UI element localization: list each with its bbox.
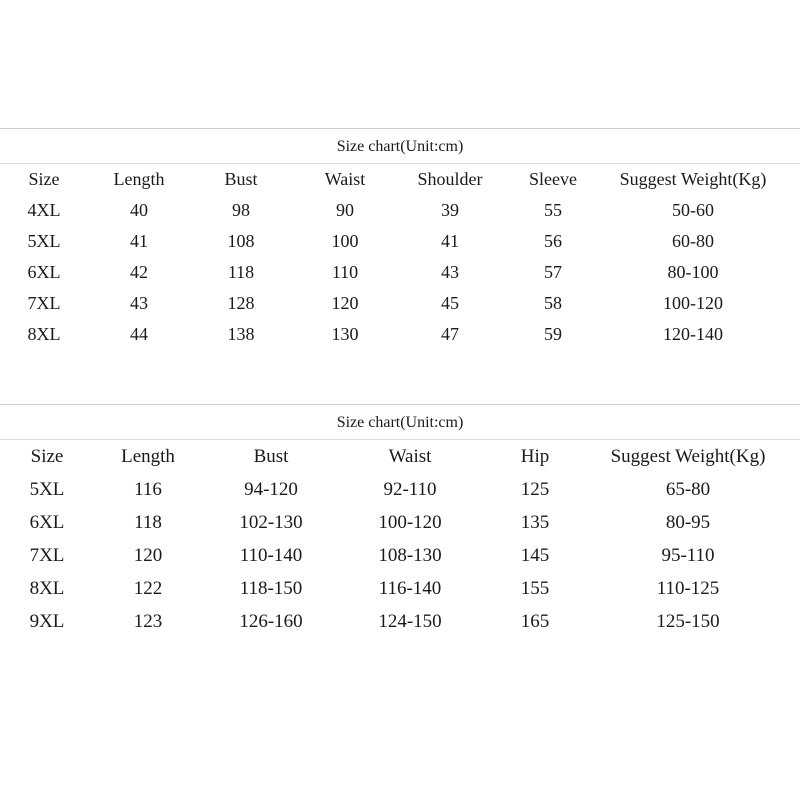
table-cell: 100-120: [378, 512, 442, 533]
table-cell: 122: [133, 578, 163, 599]
table-cell: 126-160: [239, 611, 303, 632]
table-cell: 116-140: [378, 578, 442, 599]
table-cell: 41: [130, 231, 148, 251]
table-cell: 120: [133, 545, 163, 566]
table-cell: 8XL: [29, 578, 65, 599]
table-cell: 123: [133, 611, 163, 632]
table-cell: 94-120: [244, 479, 298, 500]
table-cell: 108-130: [378, 545, 442, 566]
table-cell: 5XL: [27, 231, 61, 251]
table-cell: 125-150: [656, 611, 720, 632]
header-cell: Waist: [324, 169, 366, 189]
table-cell: 6XL: [29, 512, 65, 533]
table-cell: 128: [227, 293, 255, 313]
table-row: [0, 605, 800, 638]
table-row: [0, 226, 800, 257]
table-cell: 80-100: [667, 262, 719, 282]
table-cell: 116: [134, 479, 162, 500]
table-row: [0, 288, 800, 319]
table-cell: 50-60: [672, 200, 714, 220]
header-cell: Length: [121, 446, 175, 467]
table-cell: 41: [441, 231, 459, 251]
size-chart-table-1: [0, 128, 800, 350]
table-cell: 102-130: [239, 512, 303, 533]
table-cell: 45: [441, 293, 459, 313]
header-cell: Sleeve: [529, 169, 577, 189]
table-cell: 110-125: [656, 578, 720, 599]
table-cell: 135: [520, 512, 550, 533]
header-cell: Suggest Weight(Kg): [619, 169, 767, 189]
table-title: Size chart(Unit:cm): [0, 404, 800, 440]
header-cell: Bust: [253, 446, 289, 467]
table-cell: 8XL: [27, 324, 61, 344]
table-row: [0, 572, 800, 605]
table-cell: 7XL: [27, 293, 61, 313]
table-cell: 65-80: [665, 479, 711, 500]
table-cell: 9XL: [29, 611, 65, 632]
table-cell: 124-150: [378, 611, 442, 632]
table-cell: 118: [134, 512, 162, 533]
header-cell: Bust: [224, 169, 258, 189]
table-row: [0, 473, 800, 506]
header-cell: Shoulder: [417, 169, 483, 189]
table-cell: 43: [441, 262, 459, 282]
table-cell: 98: [232, 200, 250, 220]
table-cell: 55: [544, 200, 562, 220]
table-row: [0, 539, 800, 572]
table-cell: 58: [544, 293, 562, 313]
table-cell: 130: [331, 324, 359, 344]
table-cell: 120: [331, 293, 359, 313]
table-cell: 100: [331, 231, 359, 251]
header-cell: Size: [30, 446, 64, 467]
table-row: [0, 195, 800, 226]
table-cell: 120-140: [663, 324, 723, 344]
table-cell: 80-95: [665, 512, 711, 533]
table-cell: 56: [544, 231, 562, 251]
table-header-row: [0, 440, 800, 473]
size-chart-table-2: [0, 404, 800, 638]
table-cell: 92-110: [383, 479, 437, 500]
table-cell: 43: [130, 293, 148, 313]
table-cell: 42: [130, 262, 148, 282]
table-row: [0, 506, 800, 539]
table-cell: 44: [130, 324, 148, 344]
table-cell: 165: [520, 611, 550, 632]
table-cell: 6XL: [27, 262, 61, 282]
table-cell: 59: [544, 324, 562, 344]
table-cell: 95-110: [661, 545, 715, 566]
table-cell: 108: [227, 231, 255, 251]
table-row: [0, 257, 800, 288]
header-cell: Size: [28, 169, 60, 189]
table-cell: 7XL: [29, 545, 65, 566]
table-cell: 5XL: [29, 479, 65, 500]
table-cell: 125: [520, 479, 550, 500]
table-cell: 155: [520, 578, 550, 599]
table-cell: 47: [441, 324, 459, 344]
table-cell: 145: [520, 545, 550, 566]
table-cell: 100-120: [663, 293, 723, 313]
table-cell: 138: [227, 324, 255, 344]
table-cell: 110: [331, 262, 359, 282]
table-cell: 4XL: [27, 200, 61, 220]
header-cell: Suggest Weight(Kg): [610, 446, 766, 467]
table-cell: 40: [130, 200, 148, 220]
table-title: Size chart(Unit:cm): [0, 128, 800, 164]
header-cell: Waist: [388, 446, 432, 467]
table-cell: 90: [336, 200, 354, 220]
table-cell: 110-140: [239, 545, 303, 566]
table-cell: 60-80: [672, 231, 714, 251]
table-header-row: [0, 164, 800, 195]
header-cell: Length: [113, 169, 165, 189]
header-cell: Hip: [520, 446, 550, 467]
table-cell: 118: [227, 262, 255, 282]
table-cell: 39: [441, 200, 459, 220]
table-cell: 57: [544, 262, 562, 282]
table-cell: 118-150: [239, 578, 303, 599]
table-row: [0, 319, 800, 350]
